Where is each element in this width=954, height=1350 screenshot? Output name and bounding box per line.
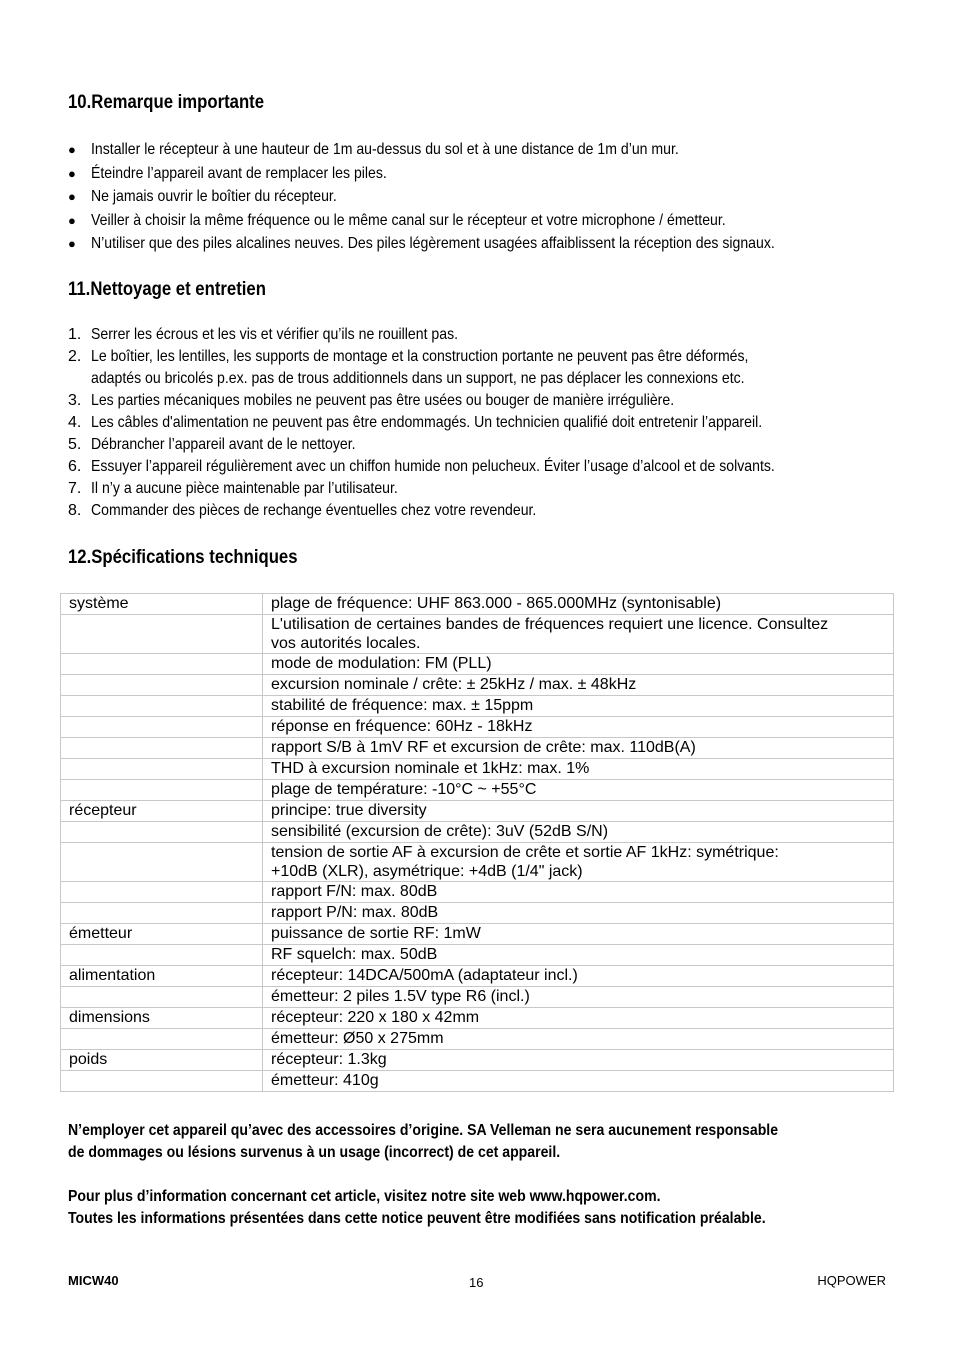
table-row (61, 1071, 894, 1092)
bullet-icon: ● (68, 236, 76, 251)
footer-model: MICW40 (68, 1273, 119, 1288)
spec-value: récepteur: 1.3kg (263, 1050, 894, 1071)
table-row (61, 780, 894, 801)
list-item: 7. Il n’y a aucune pièce maintenable par l’utilisateur. (68, 480, 398, 497)
spec-category (61, 780, 263, 801)
table-row (61, 594, 894, 615)
table-row (61, 822, 894, 843)
spec-category (61, 759, 263, 780)
maintenance-list (68, 324, 868, 522)
spec-category (61, 987, 263, 1008)
spec-value: plage de fréquence: UHF 863.000 - 865.000MHz (syntonisable) (263, 594, 894, 615)
table-row (61, 1050, 894, 1071)
spec-category: système (61, 594, 263, 615)
spec-category (61, 1029, 263, 1050)
table-row (61, 1029, 894, 1050)
footer-brand: HQPOWER (817, 1273, 886, 1288)
table-row (61, 945, 894, 966)
spec-value: tension de sortie AF à excursion de crête et sortie AF 1kHz: symétrique: +10dB (XLR), asymétrique: +4dB (1/4" jack) (263, 843, 894, 882)
list-item: ● Ne jamais ouvrir le boîtier du récepteur. (68, 185, 868, 209)
spec-category: poids (61, 1050, 263, 1071)
specifications-table (60, 593, 894, 1092)
bullet-icon: ● (68, 165, 76, 181)
spec-value: THD à excursion nominale et 1kHz: max. 1% (263, 759, 894, 780)
spec-value: mode de modulation: FM (PLL) (263, 654, 894, 675)
section-11-title: 11.Nettoyage et entretien (68, 279, 266, 300)
table-row (61, 717, 894, 738)
table-row (61, 987, 894, 1008)
spec-category (61, 945, 263, 966)
info-notice: Pour plus d’information concernant cet article, visitez notre site web www.hqpower.com. Toutes les informations présentées dans cette notice peuvent être modifiées sans notification préalable. (68, 1188, 766, 1227)
table-row (61, 759, 894, 780)
bullet-icon: ● (68, 212, 76, 228)
list-item: 4. Les câbles d'alimentation ne peuvent pas être endommagés. Un technicien qualifié doit entretenir l’appareil. (68, 414, 763, 431)
spec-category (61, 696, 263, 717)
spec-category: émetteur (61, 924, 263, 945)
list-item: ● Veiller à choisir la même fréquence ou le même canal sur le récepteur et votre microphone / émetteur. (68, 209, 868, 233)
spec-category (61, 654, 263, 675)
section-12-title: 12.Spécifications techniques (68, 547, 298, 568)
list-item: ● Éteindre l’appareil avant de remplacer les piles. (68, 162, 868, 186)
table-row (61, 696, 894, 717)
spec-value: puissance de sortie RF: 1mW (263, 924, 894, 945)
spec-category (61, 675, 263, 696)
spec-category (61, 738, 263, 759)
spec-value: rapport S/B à 1mV RF et excursion de crête: max. 110dB(A) (263, 738, 894, 759)
spec-value: rapport P/N: max. 80dB (263, 903, 894, 924)
spec-category: dimensions (61, 1008, 263, 1029)
spec-value: principe: true diversity (263, 801, 894, 822)
bullet-icon: ● (68, 142, 76, 157)
spec-value: RF squelch: max. 50dB (263, 945, 894, 966)
table-row (61, 1008, 894, 1029)
list-item: 1. Serrer les écrous et les vis et vérifier qu’ils ne rouillent pas. (68, 326, 459, 343)
list-item: ● Installer le récepteur à une hauteur de 1m au-dessus du sol et à une distance de 1m d’un mur. (68, 138, 868, 162)
list-item: 6. Essuyer l’appareil régulièrement avec un chiffon humide non pelucheux. Éviter l’usage d’alcool et de solvants. (68, 458, 775, 475)
table-row (61, 801, 894, 822)
footer-page-number: 16 (469, 1275, 484, 1290)
table-row (61, 615, 894, 654)
spec-category (61, 717, 263, 738)
spec-value: sensibilité (excursion de crête): 3uV (52dB S/N) (263, 822, 894, 843)
spec-value: excursion nominale / crête: ± 25kHz / max. ± 48kHz (263, 675, 894, 696)
table-row (61, 882, 894, 903)
spec-value: émetteur: Ø50 x 275mm (263, 1029, 894, 1050)
spec-category: récepteur (61, 801, 263, 822)
list-item: 2. Le boîtier, les lentilles, les supports de montage et la construction portante ne peuvent pas être déformés, adaptés ou bricolés p.ex. pas de trous additionnels dans un support, ne pas déplacer les connexions etc. (68, 348, 749, 387)
spec-value: récepteur: 220 x 180 x 42mm (263, 1008, 894, 1029)
spec-category (61, 615, 263, 654)
spec-category (61, 843, 263, 882)
spec-value: émetteur: 410g (263, 1071, 894, 1092)
spec-category: alimentation (61, 966, 263, 987)
spec-category (61, 882, 263, 903)
spec-category (61, 1071, 263, 1092)
spec-value: réponse en fréquence: 60Hz - 18kHz (263, 717, 894, 738)
list-item: 5. Débrancher l’appareil avant de le nettoyer. (68, 436, 356, 453)
spec-value: récepteur: 14DCA/500mA (adaptateur incl.) (263, 966, 894, 987)
table-row (61, 738, 894, 759)
spec-value: rapport F/N: max. 80dB (263, 882, 894, 903)
spec-category (61, 903, 263, 924)
spec-value: stabilité de fréquence: max. ± 15ppm (263, 696, 894, 717)
table-row (61, 654, 894, 675)
spec-value: L'utilisation de certaines bandes de fréquences requiert une licence. Consultez vos autorités locales. (263, 615, 894, 654)
table-row (61, 966, 894, 987)
table-row (61, 843, 894, 882)
list-item: ● N’utiliser que des piles alcalines neuves. Des piles légèrement usagées affaiblissent la réception des signaux. (68, 232, 868, 256)
table-row (61, 675, 894, 696)
spec-value: émetteur: 2 piles 1.5V type R6 (incl.) (263, 987, 894, 1008)
table-row (61, 924, 894, 945)
list-item: 8. Commander des pièces de rechange éventuelles chez votre revendeur. (68, 502, 537, 519)
table-row (61, 903, 894, 924)
accessories-notice: N’employer cet appareil qu’avec des accessoires d’origine. SA Velleman ne sera aucunement responsable de dommages ou lésions survenus à un usage (incorrect) de cet appareil. (68, 1122, 779, 1161)
list-item: 3. Les parties mécaniques mobiles ne peuvent pas être usées ou bouger de manière irrégulière. (68, 392, 675, 409)
spec-category (61, 822, 263, 843)
bullet-icon: ● (68, 189, 76, 204)
spec-value: plage de température: -10°C ~ +55°C (263, 780, 894, 801)
important-notes-list (68, 138, 868, 256)
section-10-title: 10.Remarque importante (68, 92, 265, 113)
